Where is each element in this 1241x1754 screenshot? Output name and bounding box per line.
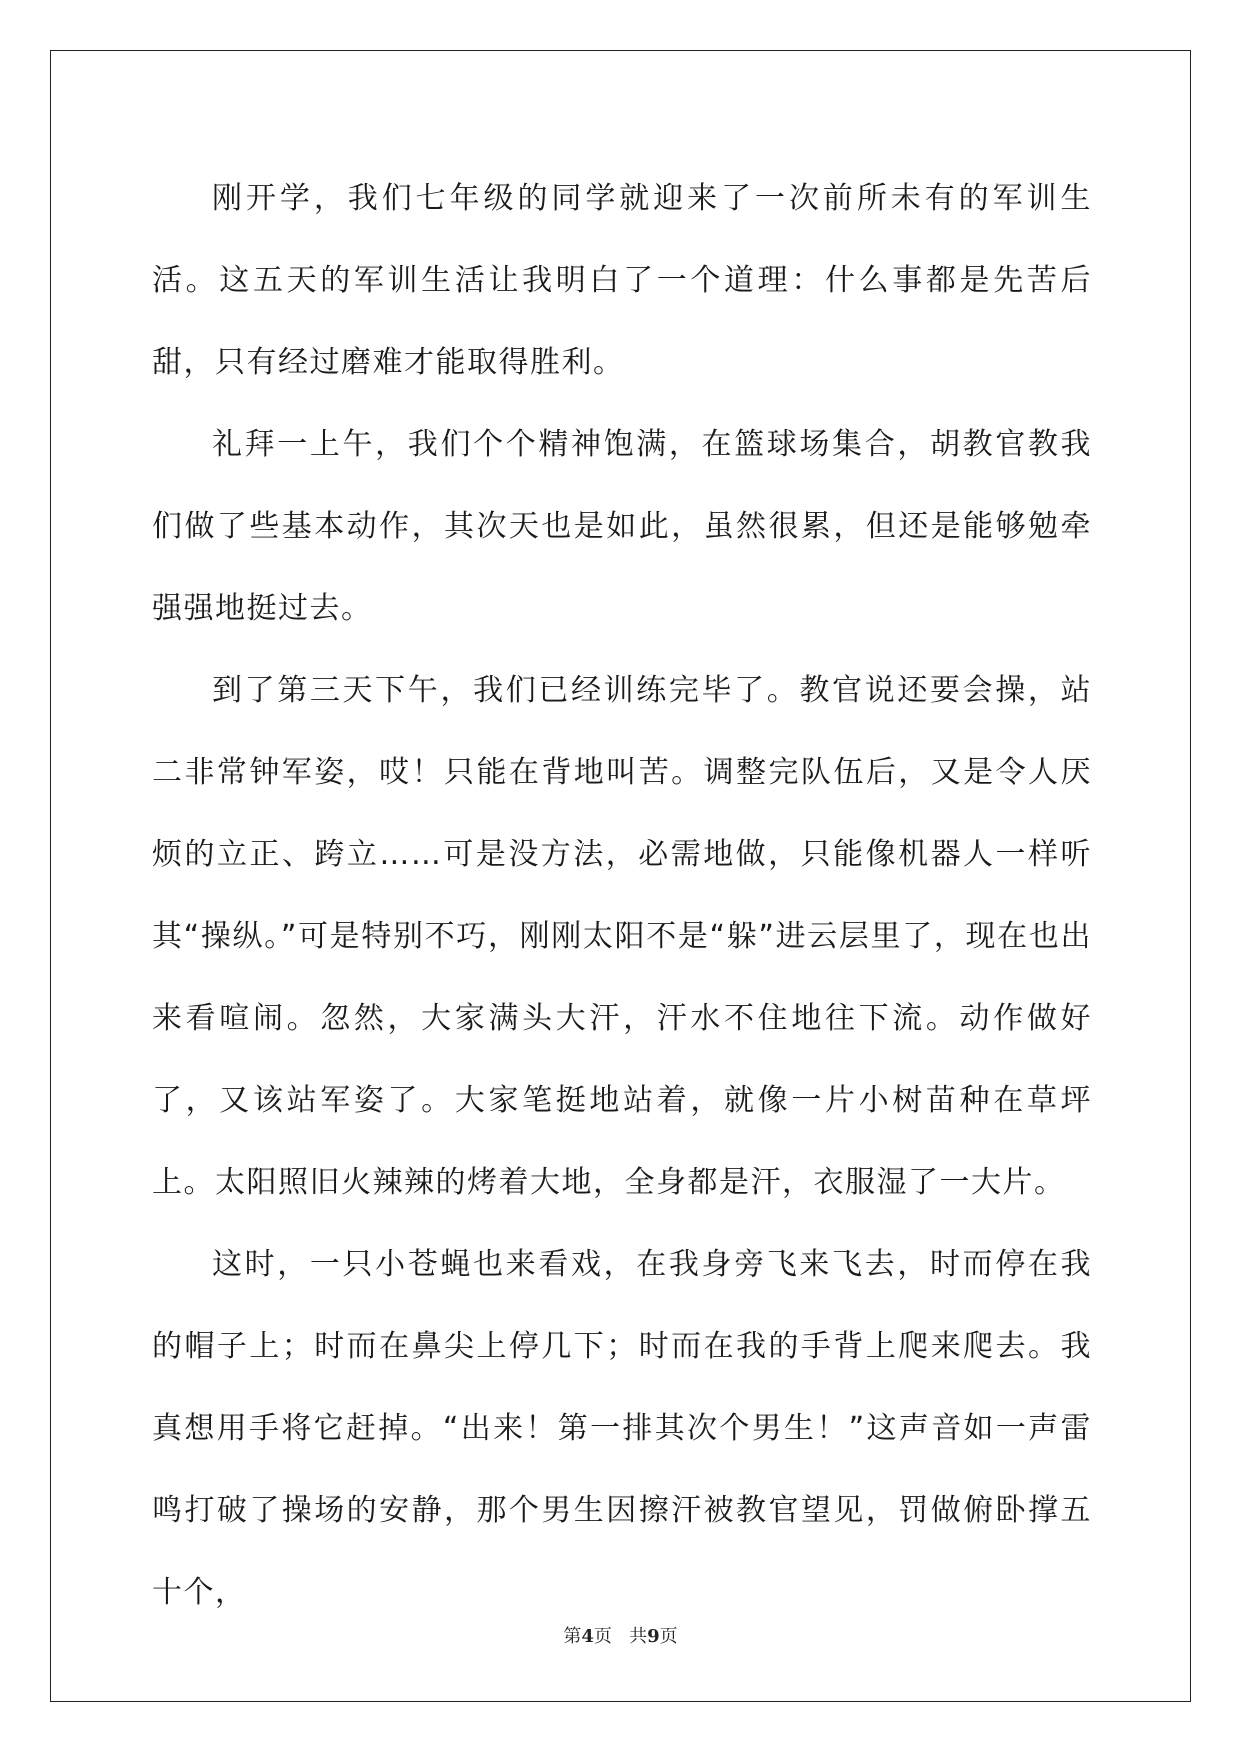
paragraph: 刚开学，我们七年级的同学就迎来了一次前所未有的军训生活。这五天的军训生活让我明白了一个道理：什么事都是先苦后甜，只有经过磨难才能取得胜利。 bbox=[152, 181, 1092, 380]
footer-page-suffix: 页 bbox=[593, 1626, 612, 1647]
total-pages-number: 9 bbox=[647, 1626, 660, 1647]
footer-total-prefix: 共 bbox=[629, 1626, 648, 1647]
paragraph: 礼拜一上午，我们个个精神饱满，在篮球场集合，胡教官教我们做了些基本动作，其次天也是如此，虽然很累，但还是能够勉牵强强地挺过去。 bbox=[152, 427, 1092, 626]
paragraph: 到了第三天下午，我们已经训练完毕了。教官说还要会操，站二非常钟军姿，哎！只能在背地叫苦。调整完队伍后，又是令人厌烦的立正、跨立……可是没方法，必需地做，只能像机器人一样听其“操纵。”可是特别不巧，刚刚太阳不是“躲”进云层里了，现在也出来看喧闹。忽然，大家满头大汗，汗水不住地往下流。动作做好了，又该站军姿了。大家笔挺地站着，就像一片小树苗种在草坪上。太阳照旧火辣辣的烤着大地，全身都是汗，衣服湿了一大片。 bbox=[152, 673, 1092, 1200]
footer-total-suffix: 页 bbox=[659, 1626, 678, 1647]
document-body bbox=[152, 158, 1092, 1634]
footer-prefix: 第 bbox=[563, 1626, 582, 1647]
page-footer bbox=[0, 1622, 1241, 1648]
current-page-number: 4 bbox=[581, 1626, 594, 1647]
paragraph: 这时，一只小苍蝇也来看戏，在我身旁飞来飞去，时而停在我的帽子上；时而在鼻尖上停几下；时而在我的手背上爬来爬去。我真想用手将它赶掉。“出来！第一排其次个男生！”这声音如一声雷鸣打破了操场的安静，那个男生因擦汗被教官望见，罚做俯卧撑五十个， bbox=[152, 1247, 1092, 1610]
